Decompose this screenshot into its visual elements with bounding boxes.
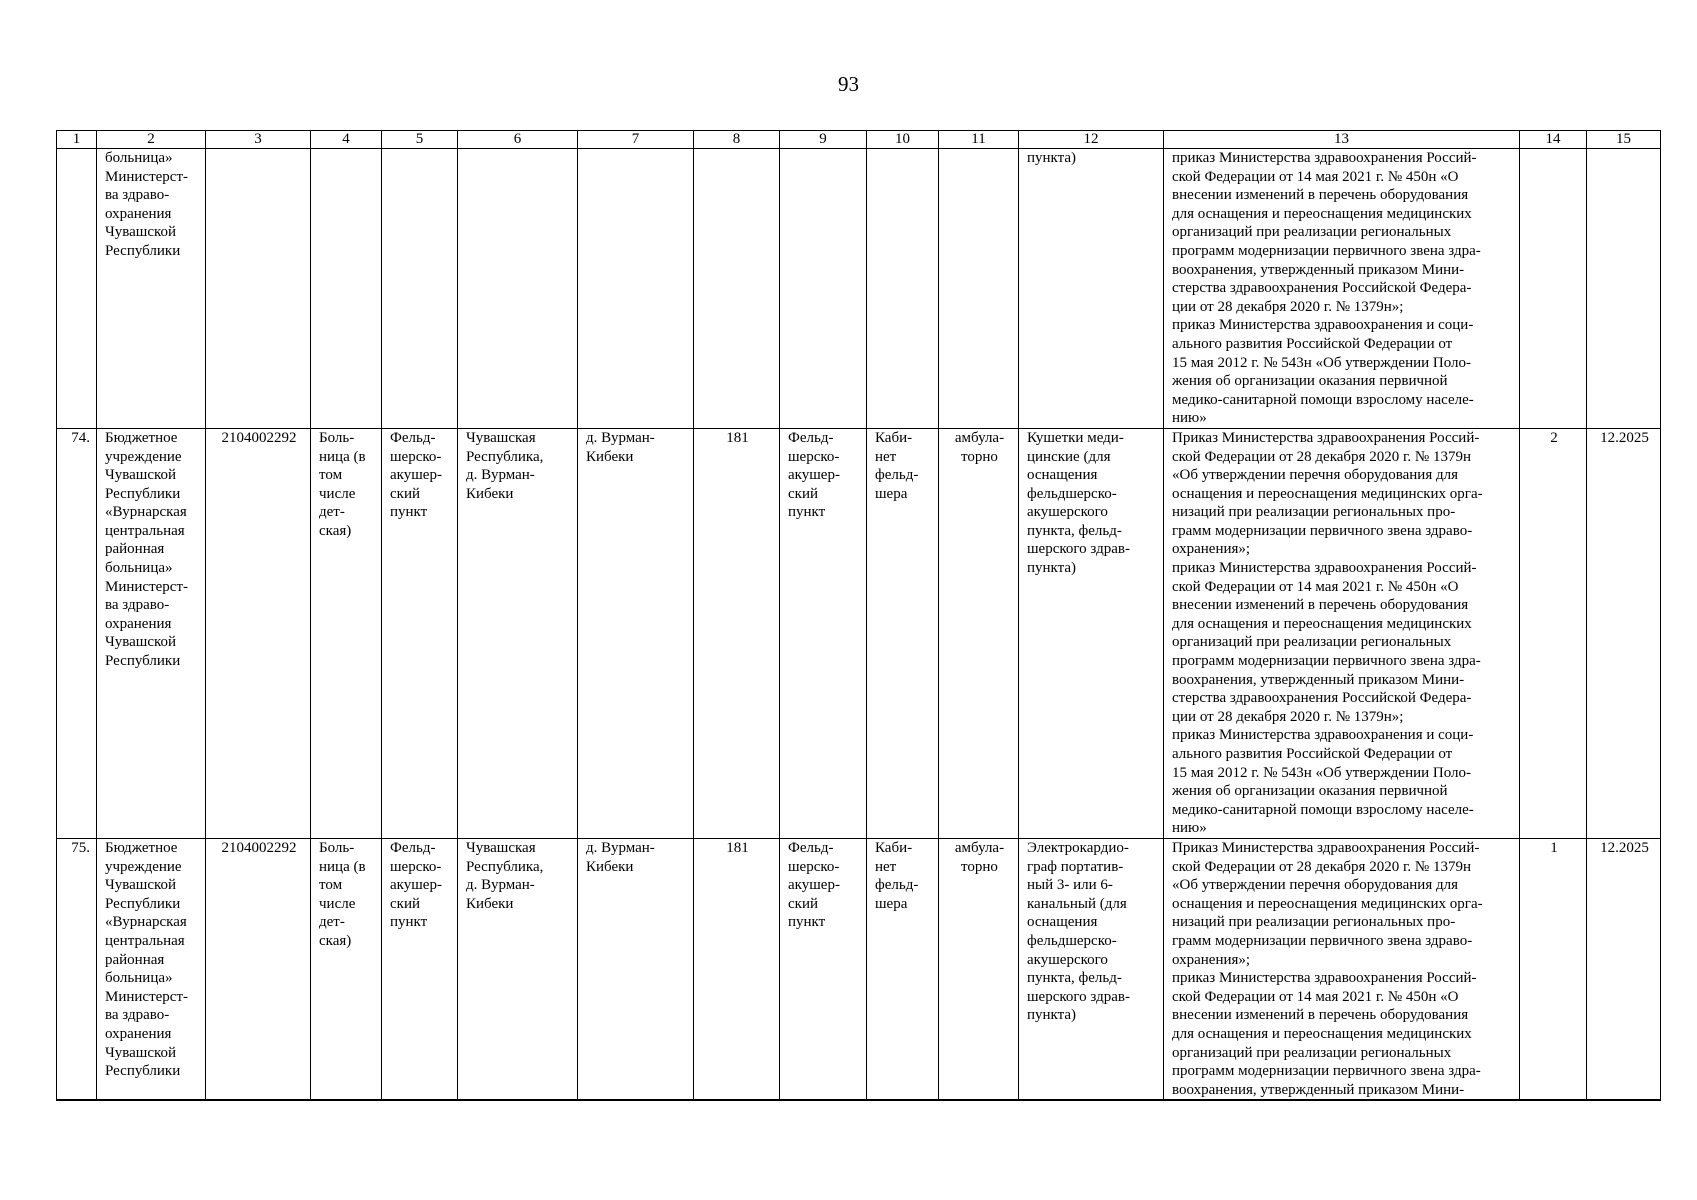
unit-cell: Фельд- шерско- акушер- ский пункт (780, 428, 867, 838)
table-row-continuation (57, 149, 1661, 429)
header-cell: 3 (206, 131, 311, 149)
header-cell: 8 (694, 131, 780, 149)
locality-cell: д. Вурман- Кибеки (578, 428, 694, 838)
header-cell: 7 (578, 131, 694, 149)
facility-type-cell: Боль- ница (в том числе дет- ская) (311, 428, 382, 838)
equipment-cell: Электрокардио- граф портатив- ный 3- или 6- канальный (для оснащения фельдшерско- акушерского пункта, фельд- шерского здрав- пункта) (1019, 838, 1164, 1100)
table-cell (458, 149, 578, 429)
unit-cell: Фельд- шерско- акушер- ский пункт (780, 838, 867, 1100)
row-number-cell: 74. (57, 428, 97, 838)
subdivision-cell: Фельд- шерско- акушер- ский пункт (382, 428, 458, 838)
inn-cell: 2104002292 (206, 838, 311, 1100)
organization-cell: больница» Министерст- ва здраво- охранения Чувашской Республики (97, 149, 206, 429)
table-cell (382, 149, 458, 429)
code-cell: 181 (694, 838, 780, 1100)
facility-type-cell: Боль- ница (в том числе дет- ская) (311, 838, 382, 1100)
date-cell: 12.2025 (1587, 428, 1661, 838)
legal-basis-cell: Приказ Министерства здравоохранения Россий- ской Федерации от 28 декабря 2020 г. № 1379н «Об утверждении перечня оборудования для оснащения и переоснащения медицинских орга- низаций при реализации региональных про- грамм модернизации первичного звена здраво- охранения»; приказ Министерства здравоохранения Россий- ской Федерации от 14 мая 2021 г. № 450н «О внесении изменений в перечень оборудования для оснащения и переоснащения медицинских организаций при реализации региональных программ модернизации первичного звена здра- воохранения, утвержденный приказом Мини- стерства здравоохранения Российской Федера- ции от 28 декабря 2020 г. № 1379н»; приказ Министерства здравоохранения и соци- ального развития Российской Федерации от 15 мая 2012 г. № 543н «Об утверждении Поло- жения об организации оказания первичной медико-санитарной помощи взрослому населе- нию» (1164, 428, 1520, 838)
room-cell: Каби- нет фельд- шера (867, 428, 939, 838)
header-cell: 13 (1164, 131, 1520, 149)
inn-cell: 2104002292 (206, 428, 311, 838)
header-cell: 10 (867, 131, 939, 149)
row-number-cell: 75. (57, 838, 97, 1100)
page-number: 93 (838, 72, 859, 96)
table-cell (578, 149, 694, 429)
quantity-cell: 1 (1520, 838, 1587, 1100)
column-number-header-row (57, 131, 1661, 149)
care-type-cell: амбула- торно (939, 838, 1019, 1100)
header-cell: 15 (1587, 131, 1661, 149)
table-cell (1520, 149, 1587, 429)
header-cell: 9 (780, 131, 867, 149)
legal-basis-cell: Приказ Министерства здравоохранения Россий- ской Федерации от 28 декабря 2020 г. № 1379н «Об утверждении перечня оборудования для оснащения и переоснащения медицинских орга- низаций при реализации региональных про- грамм модернизации первичного звена здраво- охранения»; приказ Министерства здравоохранения Россий- ской Федерации от 14 мая 2021 г. № 450н «О внесении изменений в перечень оборудования для оснащения и переоснащения медицинских организаций при реализации региональных программ модернизации первичного звена здра- воохранения, утвержденный приказом Мини- (1164, 838, 1520, 1100)
address-cell: Чувашская Республика, д. Вурман- Кибеки (458, 838, 578, 1100)
quantity-cell: 2 (1520, 428, 1587, 838)
table-row (57, 838, 1661, 1100)
table-cell (206, 149, 311, 429)
care-type-cell: амбула- торно (939, 428, 1019, 838)
legal-basis-cell: приказ Министерства здравоохранения Россий- ской Федерации от 14 мая 2021 г. № 450н «О внесении изменений в перечень оборудования для оснащения и переоснащения медицинских организаций при реализации региональных программ модернизации первичного звена здра- воохранения, утвержденный приказом Мини- стерства здравоохранения Российской Федера- ции от 28 декабря 2020 г. № 1379н»; приказ Министерства здравоохранения и соци- ального развития Российской Федерации от 15 мая 2012 г. № 543н «Об утверждении Поло- жения об организации оказания первичной медико-санитарной помощи взрослому населе- нию» (1164, 149, 1520, 429)
date-cell: 12.2025 (1587, 838, 1661, 1100)
locality-cell: д. Вурман- Кибеки (578, 838, 694, 1100)
subdivision-cell: Фельд- шерско- акушер- ский пункт (382, 838, 458, 1100)
table-cell (57, 149, 97, 429)
header-cell: 2 (97, 131, 206, 149)
table-cell (939, 149, 1019, 429)
header-cell: 12 (1019, 131, 1164, 149)
equipment-cell: пункта) (1019, 149, 1164, 429)
table-row (57, 428, 1661, 838)
address-cell: Чувашская Республика, д. Вурман- Кибеки (458, 428, 578, 838)
table-cell (311, 149, 382, 429)
table-cell (1587, 149, 1661, 429)
table-cell (780, 149, 867, 429)
room-cell: Каби- нет фельд- шера (867, 838, 939, 1100)
equipment-cell: Кушетки меди- цинские (для оснащения фельдшерско- акушерского пункта, фельд- шерского здрав- пункта) (1019, 428, 1164, 838)
code-cell: 181 (694, 428, 780, 838)
organization-cell: Бюджетное учреждение Чувашской Республики «Вурнарская центральная районная больница» Министерст- ва здраво- охранения Чувашской Республики (97, 838, 206, 1100)
header-cell: 11 (939, 131, 1019, 149)
table-cell (694, 149, 780, 429)
header-cell: 6 (458, 131, 578, 149)
header-cell: 1 (57, 131, 97, 149)
organization-cell: Бюджетное учреждение Чувашской Республики «Вурнарская центральная районная больница» Министерст- ва здраво- охранения Чувашской Республики (97, 428, 206, 838)
header-cell: 5 (382, 131, 458, 149)
equipment-table (56, 130, 1661, 1101)
header-cell: 4 (311, 131, 382, 149)
table-cell (867, 149, 939, 429)
header-cell: 14 (1520, 131, 1587, 149)
